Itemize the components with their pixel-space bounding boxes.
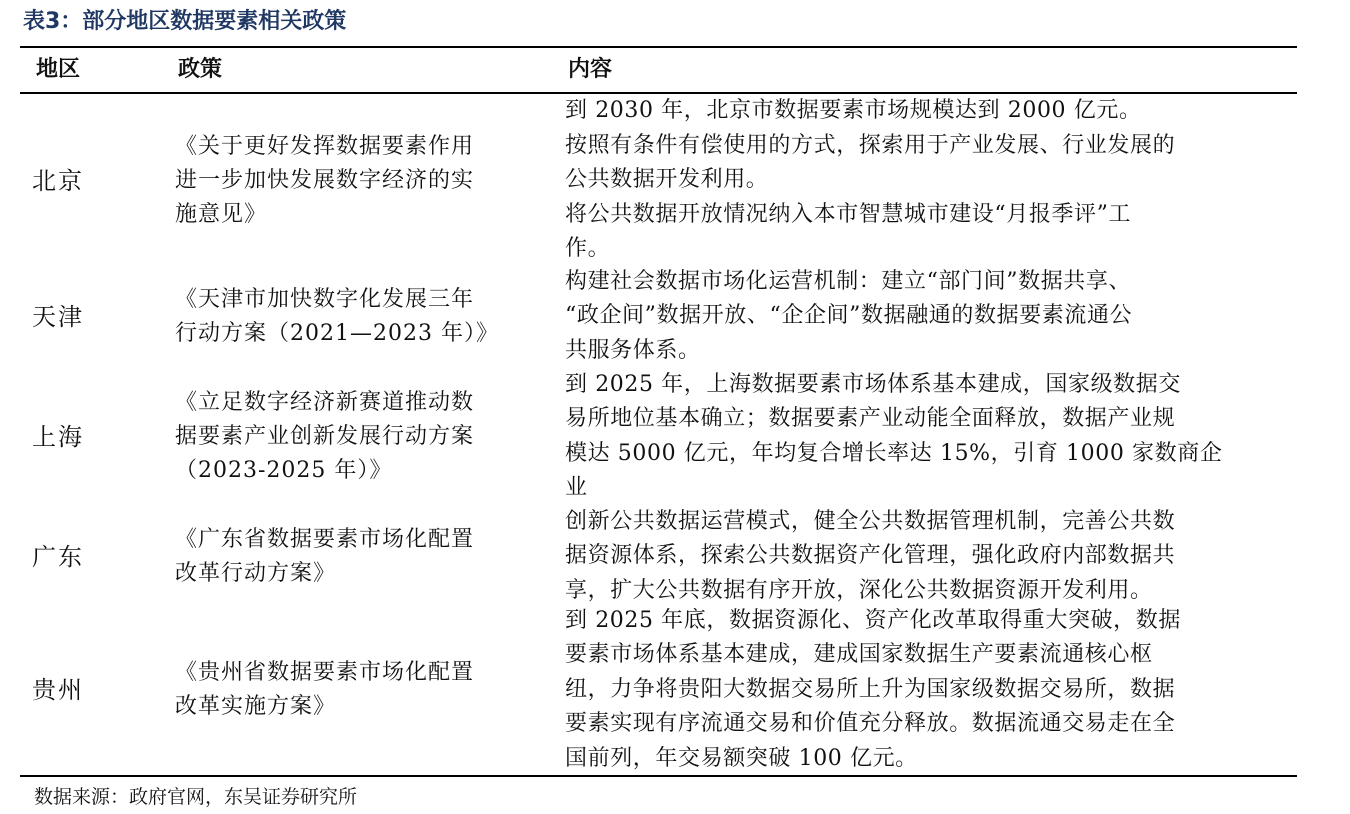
table-row-shanghai [20, 368, 1297, 505]
top-rule [20, 46, 1297, 48]
policy-cell: 《广东省数据要素市场化配置 改革行动方案》 [175, 526, 475, 586]
content-cell: 构建社会数据市场化运营机制：建立“部门间”数据共享、 “政企间”数据开放、“企企间”数据融通的数据要素流通公 共服务体系。 [565, 268, 1133, 363]
region-cell: 贵州 [32, 676, 84, 704]
region-cell: 北京 [32, 166, 84, 195]
policy-cell: 《立足数字经济新赛道推动数 据要素产业创新发展行动方案 （2023-2025 年）》 [175, 389, 475, 483]
region-cell: 天津 [32, 302, 84, 331]
region-cell: 广东 [32, 542, 84, 571]
content-cell: 到 2030 年，北京市数据要素市场规模达到 2000 亿元。 按照有条件有偿使用的方式，探索用于产业发展、行业发展的 公共数据开发利用。 将公共数据开放情况纳入本市智慧城市建设“月报季评”工 作。 [565, 98, 1176, 262]
table-row-beijing [20, 96, 1297, 265]
region-cell: 上海 [32, 422, 84, 451]
header-policy: 政策 [178, 57, 223, 82]
policy-cell: 《贵州省数据要素市场化配置 改革实施方案》 [175, 660, 475, 719]
table-row-guizhou [20, 605, 1297, 775]
header-region: 地区 [36, 57, 81, 82]
source-note: 数据来源：政府官网，东吴证券研究所 [34, 786, 358, 808]
policy-cell: 《天津市加快数字化发展三年 行动方案（2021—2023 年）》 [175, 286, 499, 346]
content-cell: 到 2025 年底，数据资源化、资产化改革取得重大突破，数据 要素市场体系基本建成，建成国家数据生产要素流通核心枢 纽，力争将贵阳大数据交易所上升为国家级数据交易所，数据 要素实现有序流通交易和价值充分释放。数据流通交易走在全 国前列，年交易额突破 100 亿元。 [565, 607, 1181, 771]
policy-cell: 《关于更好发挥数据要素作用 进一步加快发展数字经济的实 施意见》 [175, 133, 475, 227]
table-title: 表3：部分地区数据要素相关政策 [23, 9, 347, 34]
bottom-rule [20, 775, 1297, 777]
content-cell: 创新公共数据运营模式，健全公共数据管理机制，完善公共数 据资源体系，探索公共数据资产化管理，强化政府内部数据共 享，扩大公共数据有序开放，深化公共数据资源开发利用。 [565, 508, 1176, 603]
header-content: 内容 [568, 57, 613, 82]
table-row-guangdong [20, 505, 1297, 608]
table-row-tianjin [20, 265, 1297, 368]
content-cell: 到 2025 年，上海数据要素市场体系基本建成，国家级数据交 易所地位基本确立；数据要素产业动能全面释放，数据产业规 模达 5000 亿元，年均复合增长率达 15%，引育 1000 家数商企 业 [565, 371, 1223, 500]
